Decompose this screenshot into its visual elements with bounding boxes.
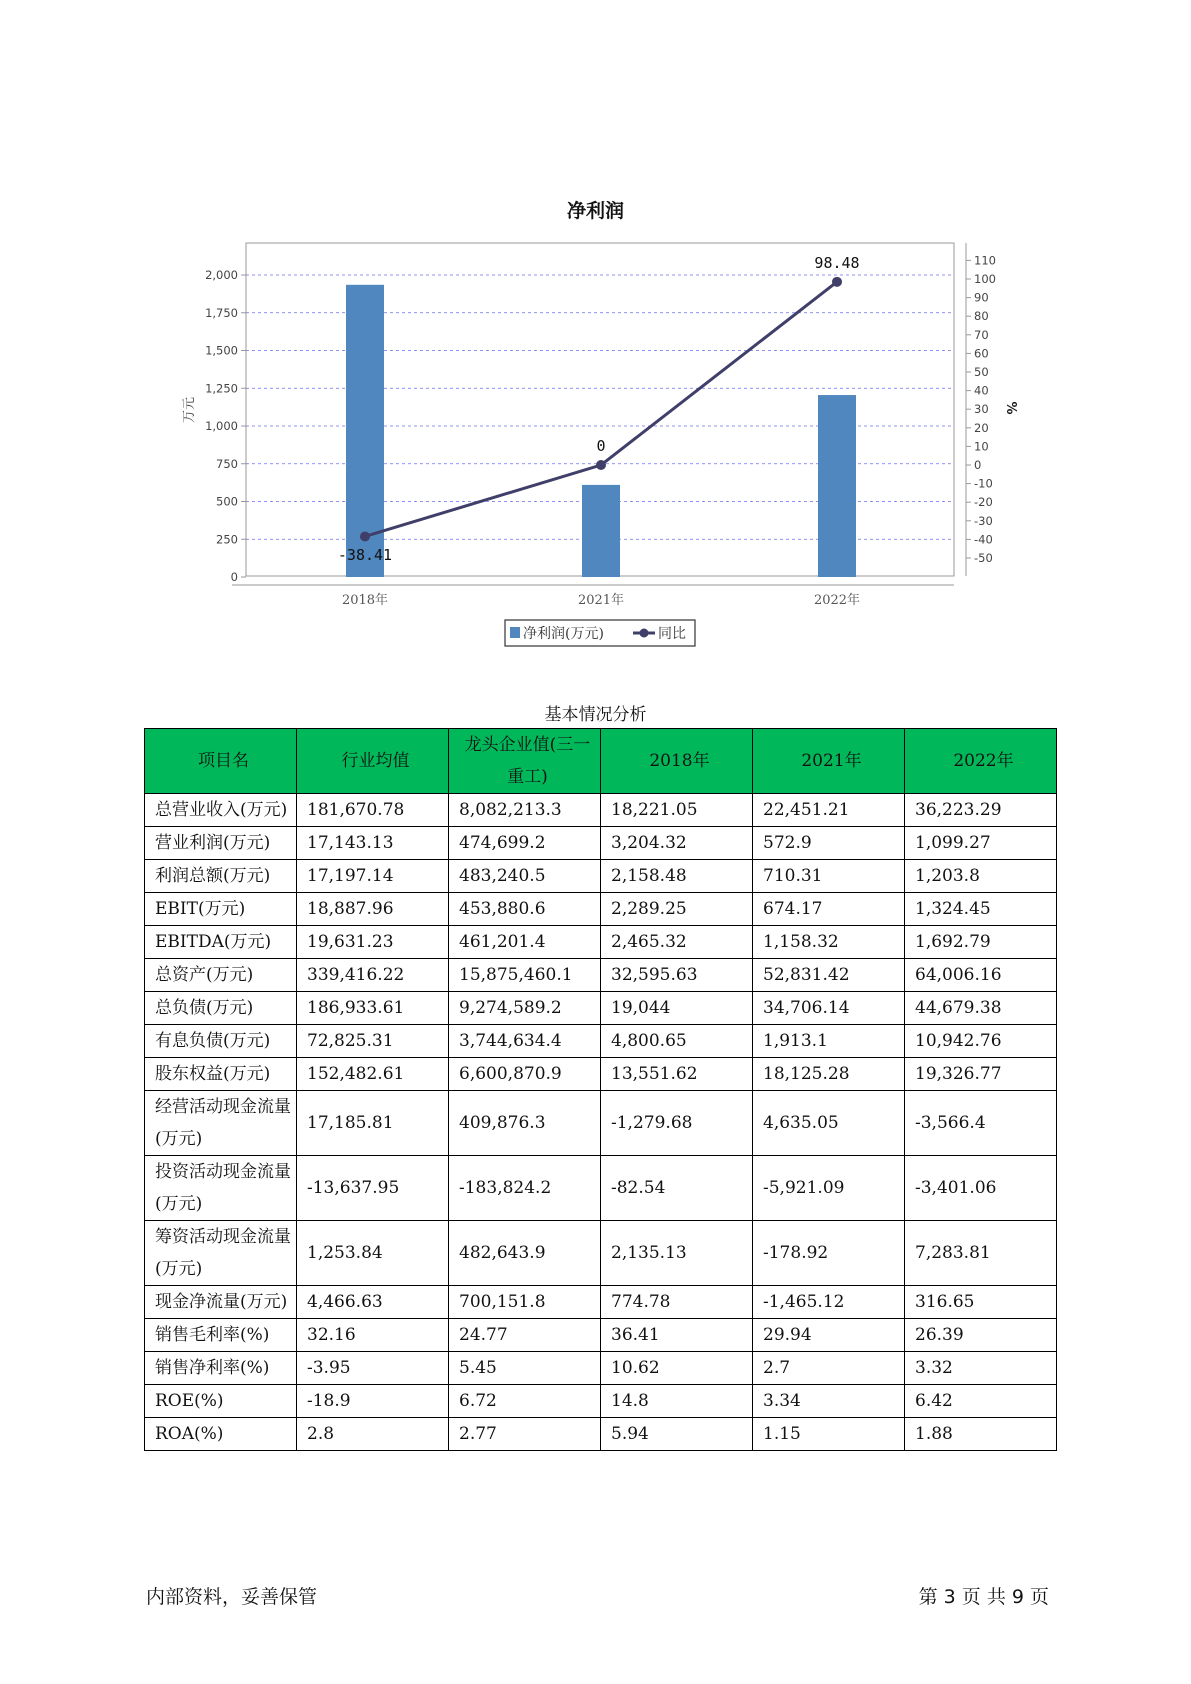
table-header-row (145, 729, 1057, 794)
y2-tick-label: 50 (974, 365, 989, 379)
row-label-cell: 利润总额(万元) (145, 860, 297, 893)
value-cell: 14.8 (601, 1385, 753, 1418)
value-cell: 9,274,589.2 (449, 992, 601, 1025)
value-cell: 10.62 (601, 1352, 753, 1385)
y-tick-label: 0 (230, 570, 238, 584)
x-tick-label: 2021年 (577, 593, 625, 608)
row-label-cell: 经营活动现金流量(万元) (145, 1091, 297, 1156)
value-cell: 1,099.27 (905, 827, 1057, 860)
value-cell: 19,326.77 (905, 1058, 1057, 1091)
y-tick-label: 1,250 (205, 381, 238, 396)
table-row (145, 1058, 1057, 1091)
y2-tick-label: -10 (974, 476, 993, 491)
table-body (145, 794, 1057, 1451)
yoy-point (360, 531, 370, 541)
row-label-cell: 现金净流量(万元) (145, 1286, 297, 1319)
yoy-point (596, 460, 606, 470)
value-cell: 316.65 (905, 1286, 1057, 1319)
table-header-cell: 2022年 (905, 729, 1057, 794)
table-row (145, 1352, 1057, 1385)
value-cell: -1,279.68 (601, 1091, 753, 1156)
legend-swatch-point (640, 629, 649, 638)
y2-tick-label: 30 (974, 402, 989, 417)
value-cell: 72,825.31 (297, 1025, 449, 1058)
bar (818, 395, 856, 577)
y2-tick-label: 20 (974, 420, 989, 435)
value-cell: 483,240.5 (449, 860, 601, 893)
value-cell: 19,631.23 (297, 926, 449, 959)
y2-tick-label: -40 (974, 532, 993, 547)
row-label-cell: ROE(%) (145, 1385, 297, 1418)
table-caption: 基本情况分析 (544, 705, 647, 725)
value-cell: 474,699.2 (449, 827, 601, 860)
row-label-cell: EBIT(万元) (145, 893, 297, 926)
value-cell: 774.78 (601, 1286, 753, 1319)
table-header-cell: 2021年 (753, 729, 905, 794)
value-cell: 461,201.4 (449, 926, 601, 959)
row-label-cell: 投资活动现金流量(万元) (145, 1156, 297, 1221)
footer-confidential: 内部资料，妥善保管 (146, 1586, 318, 1608)
y2-tick-label: -30 (974, 513, 993, 528)
x-tick-label: 2022年 (813, 593, 861, 608)
row-label-cell: EBITDA(万元) (145, 926, 297, 959)
value-cell: 3,204.32 (601, 827, 753, 860)
value-cell: 32,595.63 (601, 959, 753, 992)
value-cell: 482,643.9 (449, 1221, 601, 1286)
value-cell: 18,125.28 (753, 1058, 905, 1091)
value-cell: 3.32 (905, 1352, 1057, 1385)
table-row (145, 1091, 1057, 1156)
value-cell: 1,913.1 (753, 1025, 905, 1058)
row-label-cell: 股东权益(万元) (145, 1058, 297, 1091)
value-cell: 29.94 (753, 1319, 905, 1352)
value-cell: -18.9 (297, 1385, 449, 1418)
table-row (145, 1221, 1057, 1286)
value-cell: 6,600,870.9 (449, 1058, 601, 1091)
value-cell: -5,921.09 (753, 1156, 905, 1221)
x-tick-label: 2018年 (341, 593, 389, 608)
y2-tick-label: 60 (974, 346, 989, 361)
y2-tick-label: 10 (974, 439, 989, 454)
y-tick-label: 250 (216, 532, 238, 547)
y2-tick-label: 70 (974, 327, 989, 342)
value-cell: 34,706.14 (753, 992, 905, 1025)
table-row (145, 827, 1057, 860)
value-cell: 2.7 (753, 1352, 905, 1385)
value-cell: 409,876.3 (449, 1091, 601, 1156)
value-cell: 8,082,213.3 (449, 794, 601, 827)
table-header-cell: 行业均值 (297, 729, 449, 794)
row-label-cell: 总营业收入(万元) (145, 794, 297, 827)
value-cell: 10,942.76 (905, 1025, 1057, 1058)
value-cell: -82.54 (601, 1156, 753, 1221)
legend-label: 同比 (658, 626, 686, 642)
value-cell: 17,185.81 (297, 1091, 449, 1156)
y2-tick-label: 100 (974, 272, 996, 286)
y-tick-label: 2,000 (205, 268, 238, 282)
data-label: 0 (596, 437, 606, 455)
data-label: -38.41 (337, 546, 393, 564)
value-cell: 2.8 (297, 1418, 449, 1451)
value-cell: 2,158.48 (601, 860, 753, 893)
value-cell: 22,451.21 (753, 794, 905, 827)
value-cell: 32.16 (297, 1319, 449, 1352)
table-row (145, 893, 1057, 926)
y2-tick-label: 80 (974, 309, 989, 324)
value-cell: 6.42 (905, 1385, 1057, 1418)
value-cell: 339,416.22 (297, 959, 449, 992)
value-cell: 52,831.42 (753, 959, 905, 992)
value-cell: 64,006.16 (905, 959, 1057, 992)
table-row (145, 1385, 1057, 1418)
value-cell: 18,887.96 (297, 893, 449, 926)
value-cell: 6.72 (449, 1385, 601, 1418)
value-cell: 710.31 (753, 860, 905, 893)
basic-analysis-table (144, 728, 1057, 1451)
row-label-cell: 销售毛利率(%) (145, 1319, 297, 1352)
value-cell: 17,197.14 (297, 860, 449, 893)
value-cell: 1,253.84 (297, 1221, 449, 1286)
value-cell: 1,203.8 (905, 860, 1057, 893)
row-label-cell: 有息负债(万元) (145, 1025, 297, 1058)
y-tick-label: 1,750 (205, 305, 238, 320)
table-row (145, 1286, 1057, 1319)
value-cell: 13,551.62 (601, 1058, 753, 1091)
value-cell: 674.17 (753, 893, 905, 926)
row-label-cell: ROA(%) (145, 1418, 297, 1451)
value-cell: 1,324.45 (905, 893, 1057, 926)
table-row (145, 860, 1057, 893)
row-label-cell: 总资产(万元) (145, 959, 297, 992)
row-label-cell: 销售净利率(%) (145, 1352, 297, 1385)
value-cell: 1.15 (753, 1418, 905, 1451)
row-label-cell: 筹资活动现金流量(万元) (145, 1221, 297, 1286)
value-cell: -178.92 (753, 1221, 905, 1286)
value-cell: 1,158.32 (753, 926, 905, 959)
table-row (145, 959, 1057, 992)
net-profit-chart (0, 0, 1191, 680)
value-cell: 24.77 (449, 1319, 601, 1352)
table-header-cell: 2018年 (601, 729, 753, 794)
y2-tick-label: 110 (974, 253, 996, 268)
table-row (145, 1319, 1057, 1352)
row-label-cell: 营业利润(万元) (145, 827, 297, 860)
y2-tick-label: 0 (974, 458, 982, 472)
value-cell: 700,151.8 (449, 1286, 601, 1319)
table-row (145, 1156, 1057, 1221)
value-cell: -3,566.4 (905, 1091, 1057, 1156)
y2-axis-label: % (1003, 401, 1018, 415)
value-cell: 152,482.61 (297, 1058, 449, 1091)
value-cell: 5.45 (449, 1352, 601, 1385)
table-header-cell: 龙头企业值(三一重工) (449, 729, 601, 794)
yoy-point (832, 277, 842, 287)
value-cell: -13,637.95 (297, 1156, 449, 1221)
y2-tick-label: -50 (974, 551, 993, 565)
legend-label: 净利润(万元) (523, 626, 604, 642)
legend-swatch-bar (510, 627, 520, 638)
data-label: 98.48 (814, 254, 860, 272)
value-cell: 17,143.13 (297, 827, 449, 860)
value-cell: -183,824.2 (449, 1156, 601, 1221)
value-cell: 2,289.25 (601, 893, 753, 926)
table-row (145, 992, 1057, 1025)
bar (582, 485, 620, 577)
y2-tick-label: 90 (974, 290, 989, 305)
value-cell: 18,221.05 (601, 794, 753, 827)
y-tick-label: 750 (216, 456, 238, 471)
value-cell: 2.77 (449, 1418, 601, 1451)
y-tick-label: 1,500 (205, 343, 238, 358)
value-cell: 3.34 (753, 1385, 905, 1418)
y-tick-label: 500 (216, 494, 238, 509)
value-cell: 186,933.61 (297, 992, 449, 1025)
y-axis-label: 万元 (182, 396, 197, 424)
footer-page-number: 第 3 页 共 9 页 (918, 1586, 1049, 1608)
value-cell: -3,401.06 (905, 1156, 1057, 1221)
value-cell: 36.41 (601, 1319, 753, 1352)
value-cell: 2,135.13 (601, 1221, 753, 1286)
value-cell: 1,692.79 (905, 926, 1057, 959)
table-row (145, 1418, 1057, 1451)
y2-tick-label: -20 (974, 495, 993, 510)
value-cell: 7,283.81 (905, 1221, 1057, 1286)
value-cell: 5.94 (601, 1418, 753, 1451)
value-cell: -1,465.12 (753, 1286, 905, 1319)
value-cell: 572.9 (753, 827, 905, 860)
value-cell: 15,875,460.1 (449, 959, 601, 992)
table-row (145, 794, 1057, 827)
value-cell: 453,880.6 (449, 893, 601, 926)
table-header-cell: 项目名 (145, 729, 297, 794)
y2-tick-label: 40 (974, 383, 989, 398)
y-tick-label: 1,000 (205, 419, 238, 433)
table-row (145, 1025, 1057, 1058)
value-cell: 4,800.65 (601, 1025, 753, 1058)
value-cell: 19,044 (601, 992, 753, 1025)
value-cell: 4,635.05 (753, 1091, 905, 1156)
row-label-cell: 总负债(万元) (145, 992, 297, 1025)
value-cell: -3.95 (297, 1352, 449, 1385)
value-cell: 3,744,634.4 (449, 1025, 601, 1058)
chart-title: 净利润 (566, 200, 624, 222)
table-row (145, 926, 1057, 959)
value-cell: 181,670.78 (297, 794, 449, 827)
value-cell: 1.88 (905, 1418, 1057, 1451)
value-cell: 4,466.63 (297, 1286, 449, 1319)
value-cell: 36,223.29 (905, 794, 1057, 827)
value-cell: 2,465.32 (601, 926, 753, 959)
value-cell: 44,679.38 (905, 992, 1057, 1025)
value-cell: 26.39 (905, 1319, 1057, 1352)
